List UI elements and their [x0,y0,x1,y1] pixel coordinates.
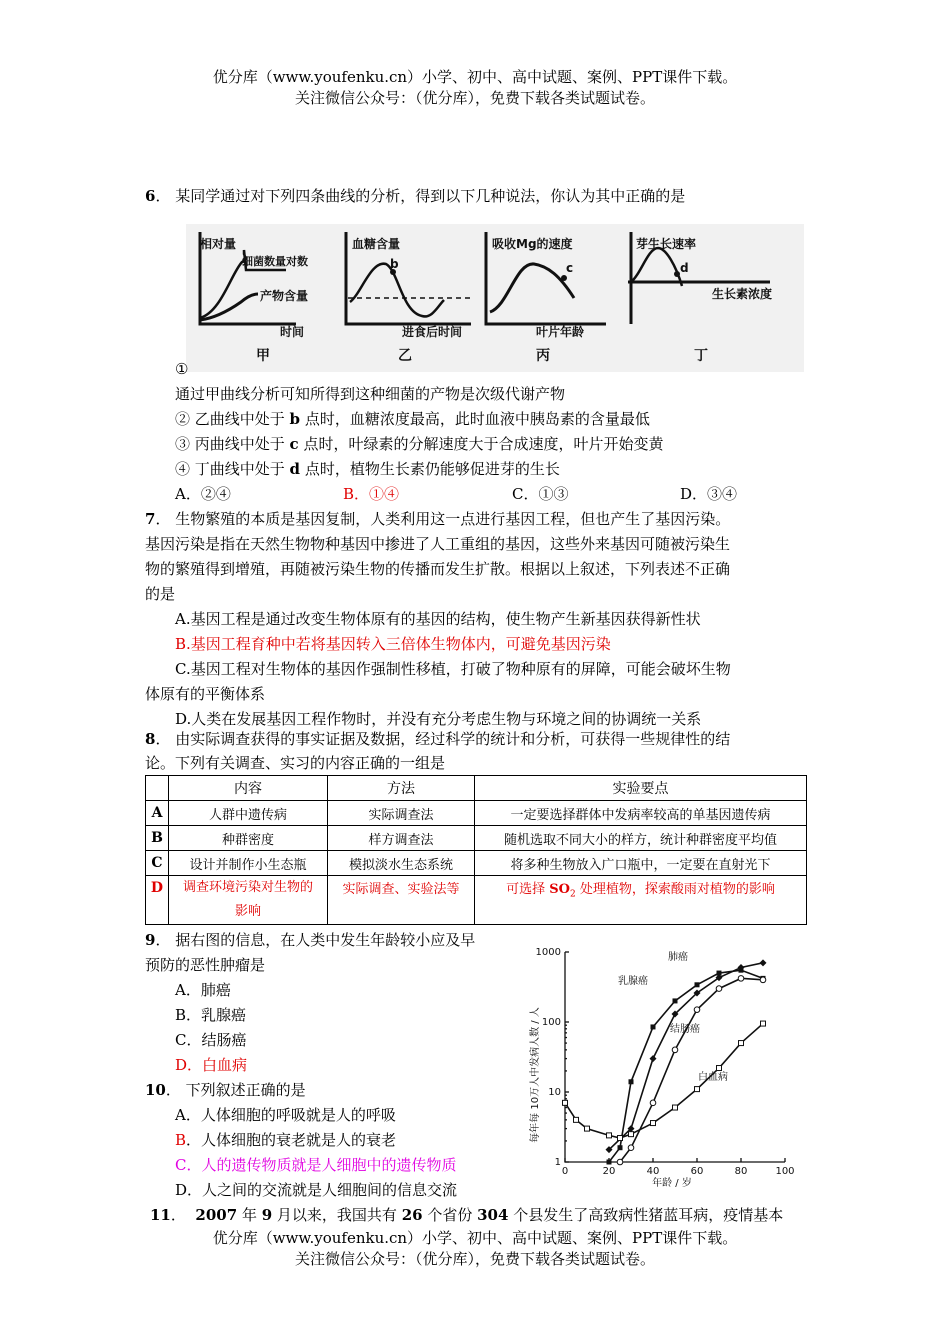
q10-option-b[interactable]: B．人体细胞的衰老就是人的衰老 [175,1131,397,1149]
data-point [617,1159,623,1165]
series-line-2 [620,978,763,1162]
q7-line-2: 基因污染是指在天然生物物种基因中掺进了人工重组的基因，这些外来基因可随被污染生 [145,535,731,553]
ding-point: d [680,261,689,275]
data-point [672,1047,678,1053]
table-header-method: 方法 [328,776,475,801]
jia-ylabel: 相对量 [200,237,237,251]
q11-stem: 11． 2007 年 9 月以来，我国共有 26 个省份 304 个县发生了高致病性猪蓝耳病，疫情基本 [150,1206,784,1224]
yi-name: 乙 [398,348,412,364]
q8-line-2: 论。下列有关调查、实习的内容正确的一组是 [145,754,446,772]
q7-line-3: 物的繁殖得到增殖，再随被污染生物的传播而发生扩散。根据以上叙述，下列表述不正确 [145,560,731,578]
data-point [695,1087,700,1092]
data-point [650,1100,656,1106]
bing-xlabel: 叶片年龄 [535,325,585,339]
data-point [618,1136,623,1141]
q6-graphs-figure [186,224,804,372]
q7-option-d[interactable]: D.人类在发展基因工程作物时，并没有充分考虑生物与环境之间的协调统一关系 [175,710,702,728]
x-tick-label: 80 [734,1166,748,1177]
data-point [739,968,744,973]
y-tick-label: 1000 [535,947,561,958]
data-point [651,1121,656,1126]
data-point [760,977,766,983]
q6-option-b[interactable]: B．①④ [343,485,400,503]
x-tick-label: 60 [690,1166,704,1177]
header-line-1: 优分库（www.youfenku.cn）小学、初中、高中试题、案例、PPT课件下载。 [212,68,738,86]
x-tick-label: 100 [775,1166,795,1177]
series-label: 肺癌 [668,952,688,963]
ding-name: 丁 [694,348,708,364]
q9-option-b[interactable]: B．乳腺癌 [175,1006,247,1024]
q6-stem: 6． 某同学通过对下列四条曲线的分析，得到以下几种说法，你认为其中正确的是 [145,187,686,205]
yi-xlabel: 进食后时间 [401,325,463,339]
q6-number: 6 [145,187,156,205]
q9-option-d[interactable]: D．白血病 [175,1056,248,1074]
data-point [760,959,767,966]
ding-xlabel: 生长素浓度 [712,287,773,301]
chart-axis [565,952,785,1162]
data-point [607,1133,612,1138]
q6-option-a[interactable]: A．②④ [175,485,231,503]
q7-option-c-cont: 体原有的平衡体系 [145,685,266,703]
data-point [717,971,722,976]
data-point [695,982,700,987]
yi-point: b [390,257,399,271]
q6-option-c[interactable]: C．①③ [512,485,569,503]
q7-line-1: 7． 生物繁殖的本质是基因复制，人类利用这一点进行基因工程，但也产生了基因污染。 [145,510,731,528]
data-point [618,1145,623,1150]
chart-ylabel: 每年每 10万人中发病人数 / 人 [530,1007,541,1143]
data-point [651,1024,656,1029]
table-header-key [146,776,169,801]
jia-xlabel: 时间 [279,325,305,339]
q9-option-c[interactable]: C．结肠癌 [175,1031,247,1049]
q7-option-c[interactable]: C.基因工程对生物体的基因作强制性移植，打破了物种原有的屏障，可能会破坏生物 [175,660,731,678]
q7-option-b[interactable]: B.基因工程育种中若将基因转入三倍体生物体内，可避免基因污染 [175,635,611,653]
data-point [574,1117,579,1122]
data-point [694,1007,700,1013]
bing-name: 丙 [536,348,550,364]
x-tick-label: 20 [602,1166,616,1177]
jia-curve2-label: 产物含量 [260,289,309,303]
q6-statement-2: ② 乙曲线中处于 b 点时，血糖浓度最高，此时血液中胰岛素的含量最低 [175,410,650,428]
q6-option-d[interactable]: D．③④ [680,485,738,503]
q6-s1-mark: ① [175,360,189,378]
data-point [650,1055,657,1062]
q10-option-a[interactable]: A．人体细胞的呼吸就是人的呼吸 [175,1106,396,1124]
series-line-3 [565,1024,763,1138]
q10-stem: 10． 下列叙述正确的是 [145,1081,306,1099]
footer-line-2: 关注微信公众号：（优分库），免费下载各类试题试卷。 [294,1250,655,1268]
series-label: 结肠癌 [670,1024,700,1035]
series-label: 乳腺癌 [618,976,648,987]
q8-table [145,775,807,925]
data-point [761,1021,766,1026]
table-row[interactable]: B 种群密度 样方调查法 随机选取不同大小的样方，统计种群密度平均值 [146,826,807,851]
series-label: 白血病 [698,1072,728,1083]
q10-option-d[interactable]: D．人之间的交流就是人细胞间的信息交流 [175,1181,458,1199]
q8-line-1: 8． 由实际调查获得的事实证据及数据，经过科学的统计和分析，可获得一些规律性的结 [145,730,731,748]
q6-statement-3: ③ 丙曲线中处于 c 点时，叶绿素的分解速度大于合成速度，叶片开始变黄 [175,435,664,453]
x-tick-label: 40 [646,1166,660,1177]
q9-option-a[interactable]: A．肺癌 [175,981,231,999]
data-point [673,1105,678,1110]
data-point [585,1126,590,1131]
ding-ylabel: 芽生长速率 [636,237,697,251]
table-header-content: 内容 [169,776,328,801]
q9-line-1: 9． 据右图的信息，在人类中发生年龄较小应及早 [145,931,476,949]
chart-xlabel: 年龄 / 岁 [652,1178,692,1189]
cancer-chart [520,940,800,1190]
y-tick-label: 10 [548,1087,561,1098]
data-point [717,1066,722,1071]
data-point [629,1132,634,1137]
table-row[interactable]: C 设计并制作小生态瓶 模拟淡水生态系统 将多种生物放入广口瓶中，一定要在直射光下 [146,851,807,876]
table-row[interactable]: A 人群中遗传病 实际调查法 一定要选择群体中发病率较高的单基因遗传病 [146,801,807,826]
y-tick-label: 100 [541,1017,561,1028]
yi-ylabel: 血糖含量 [352,237,401,251]
q6-statement-4: ④ 丁曲线中处于 d 点时，植物生长素仍能够促进芽的生长 [175,460,560,478]
q7-option-a[interactable]: A.基因工程是通过改变生物体原有的基因的结构，使生物产生新基因获得新性状 [175,610,701,628]
data-point [607,1160,612,1165]
data-point [739,1041,744,1046]
y-tick-label: 1 [554,1157,561,1168]
q6-stem-text: 某同学通过对下列四条曲线的分析，得到以下几种说法，你认为其中正确的是 [175,187,686,205]
series-line-0 [609,963,763,1150]
q10-option-c[interactable]: C．人的遗传物质就是人细胞中的遗传物质 [175,1156,457,1174]
q6-statement-1: 通过甲曲线分析可知所得到这种细菌的产物是次级代谢产物 [175,385,566,403]
header-line-2: 关注微信公众号：（优分库），免费下载各类试题试卷。 [294,89,655,107]
data-point [673,998,678,1003]
data-point [738,976,744,982]
footer-line-1: 优分库（www.youfenku.cn）小学、初中、高中试题、案例、PPT课件下载。 [212,1229,738,1247]
data-point [629,1079,634,1084]
q9-line-2: 预防的恶性肿瘤是 [145,956,266,974]
table-header-row [146,776,807,801]
jia-curve1-label: 细菌数量对数 [242,255,308,268]
x-tick-label: 0 [561,1166,569,1177]
bing-ylabel: 吸收Mg的速度 [492,237,573,251]
table-row[interactable]: D 调查环境污染对生物的影响 实际调查、实验法等 可选择 $SO_2$ 处理植物，探索酸雨对植物的影响 [146,876,807,925]
jia-name: 甲 [256,348,270,364]
bing-point: c [566,261,574,275]
q7-line-4: 的是 [145,585,176,603]
table-header-point: 实验要点 [475,776,807,801]
data-point [716,986,722,992]
data-point [628,1145,634,1151]
data-point [563,1100,568,1105]
